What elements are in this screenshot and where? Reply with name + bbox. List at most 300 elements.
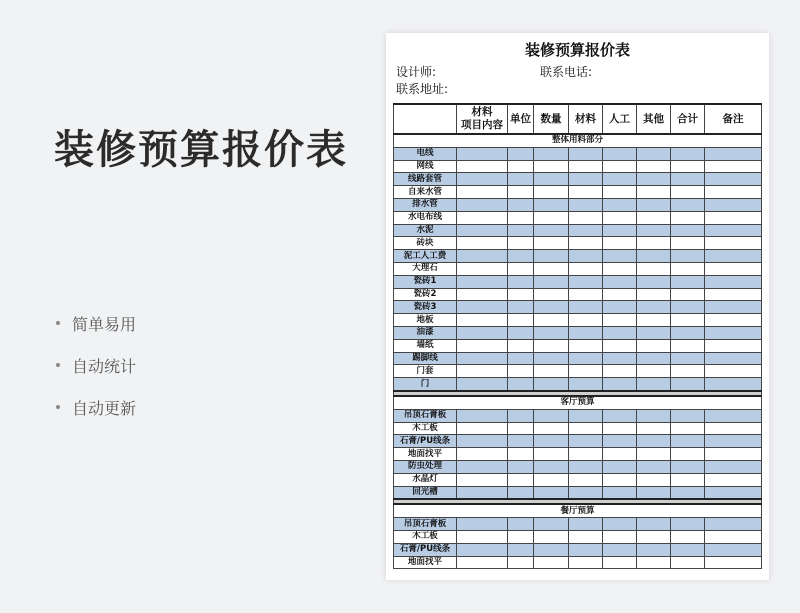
- table-cell[interactable]: [534, 160, 569, 173]
- table-cell[interactable]: [603, 518, 637, 531]
- table-cell[interactable]: [637, 314, 671, 327]
- table-cell[interactable]: [637, 301, 671, 314]
- table-cell[interactable]: [569, 326, 603, 339]
- table-cell[interactable]: [637, 262, 671, 275]
- table-cell[interactable]: [569, 211, 603, 224]
- table-cell[interactable]: [569, 224, 603, 237]
- table-cell[interactable]: [637, 530, 671, 543]
- row-item-name[interactable]: 地面找平: [394, 448, 457, 461]
- table-cell[interactable]: [705, 160, 762, 173]
- table-cell[interactable]: [508, 448, 534, 461]
- table-cell[interactable]: [569, 301, 603, 314]
- table-cell[interactable]: [534, 211, 569, 224]
- table-cell[interactable]: [603, 530, 637, 543]
- table-cell[interactable]: [508, 473, 534, 486]
- table-cell[interactable]: [508, 352, 534, 365]
- table-cell[interactable]: [603, 352, 637, 365]
- table-cell[interactable]: [705, 543, 762, 556]
- table-cell[interactable]: [603, 237, 637, 250]
- table-cell[interactable]: [534, 237, 569, 250]
- table-cell[interactable]: [705, 556, 762, 569]
- section-title: 客厅预算: [394, 396, 762, 409]
- table-cell[interactable]: [569, 275, 603, 288]
- table-cell[interactable]: [457, 275, 508, 288]
- table-cell[interactable]: [671, 460, 705, 473]
- table-cell[interactable]: [637, 422, 671, 435]
- table-cell[interactable]: [457, 473, 508, 486]
- table-cell[interactable]: [457, 160, 508, 173]
- section-header-row: [394, 134, 762, 147]
- table-cell[interactable]: [457, 543, 508, 556]
- table-cell[interactable]: [637, 224, 671, 237]
- table-cell[interactable]: [603, 301, 637, 314]
- table-cell[interactable]: [705, 473, 762, 486]
- table-cell[interactable]: [705, 262, 762, 275]
- table-cell[interactable]: [508, 314, 534, 327]
- table-cell[interactable]: [569, 422, 603, 435]
- table-cell[interactable]: [671, 543, 705, 556]
- table-cell[interactable]: [671, 186, 705, 199]
- table-cell[interactable]: [508, 378, 534, 391]
- table-cell[interactable]: [705, 198, 762, 211]
- table-cell[interactable]: [637, 409, 671, 422]
- table-cell[interactable]: [534, 556, 569, 569]
- table-cell[interactable]: [637, 556, 671, 569]
- table-cell[interactable]: [603, 314, 637, 327]
- table-cell[interactable]: [671, 237, 705, 250]
- table-cell[interactable]: [569, 262, 603, 275]
- table-cell[interactable]: [705, 275, 762, 288]
- table-cell[interactable]: [637, 486, 671, 499]
- table-cell[interactable]: [457, 173, 508, 186]
- table-cell[interactable]: [671, 147, 705, 160]
- table-cell[interactable]: [508, 409, 534, 422]
- table-cell[interactable]: [637, 198, 671, 211]
- table-cell[interactable]: [637, 186, 671, 199]
- table-cell[interactable]: [569, 147, 603, 160]
- table-cell[interactable]: [603, 448, 637, 461]
- table-cell[interactable]: [671, 378, 705, 391]
- table-cell[interactable]: [508, 275, 534, 288]
- table-cell[interactable]: [637, 211, 671, 224]
- table-cell[interactable]: [637, 326, 671, 339]
- table-cell[interactable]: [671, 352, 705, 365]
- table-cell[interactable]: [637, 448, 671, 461]
- table-cell[interactable]: [671, 211, 705, 224]
- table-cell[interactable]: [705, 314, 762, 327]
- table-cell[interactable]: [569, 160, 603, 173]
- row-item-name[interactable]: 水泥: [394, 224, 457, 237]
- table-cell[interactable]: [508, 198, 534, 211]
- table-cell[interactable]: [569, 448, 603, 461]
- table-cell[interactable]: [508, 147, 534, 160]
- table-row: [394, 160, 762, 173]
- table-cell[interactable]: [569, 237, 603, 250]
- table-cell[interactable]: [637, 275, 671, 288]
- row-item-name[interactable]: 排水管: [394, 198, 457, 211]
- table-cell[interactable]: [637, 173, 671, 186]
- table-row: [394, 275, 762, 288]
- table-cell[interactable]: [705, 460, 762, 473]
- table-cell[interactable]: [637, 250, 671, 263]
- table-cell[interactable]: [705, 339, 762, 352]
- table-cell[interactable]: [457, 147, 508, 160]
- table-cell[interactable]: [671, 224, 705, 237]
- table-cell[interactable]: [603, 288, 637, 301]
- table-cell[interactable]: [457, 186, 508, 199]
- table-cell[interactable]: [671, 160, 705, 173]
- table-cell[interactable]: [603, 275, 637, 288]
- table-row: [394, 556, 762, 569]
- table-cell[interactable]: [603, 543, 637, 556]
- row-item-name[interactable]: 水晶灯: [394, 473, 457, 486]
- table-cell[interactable]: [457, 224, 508, 237]
- table-cell[interactable]: [457, 460, 508, 473]
- column-header: 数量: [534, 104, 569, 134]
- table-cell[interactable]: [637, 147, 671, 160]
- table-cell[interactable]: [457, 314, 508, 327]
- table-cell[interactable]: [671, 326, 705, 339]
- table-cell[interactable]: [637, 237, 671, 250]
- row-item-name[interactable]: 地板: [394, 314, 457, 327]
- table-cell[interactable]: [637, 518, 671, 531]
- row-item-name[interactable]: 防虫处理: [394, 460, 457, 473]
- row-item-name[interactable]: 门套: [394, 365, 457, 378]
- table-cell[interactable]: [603, 211, 637, 224]
- table-cell[interactable]: [534, 275, 569, 288]
- table-cell[interactable]: [705, 173, 762, 186]
- table-cell[interactable]: [534, 409, 569, 422]
- table-cell[interactable]: [603, 198, 637, 211]
- table-cell[interactable]: [534, 486, 569, 499]
- table-cell[interactable]: [671, 473, 705, 486]
- table-cell[interactable]: [508, 486, 534, 499]
- table-cell[interactable]: [603, 262, 637, 275]
- table-cell[interactable]: [508, 160, 534, 173]
- table-cell[interactable]: [534, 262, 569, 275]
- table-cell[interactable]: [671, 314, 705, 327]
- table-cell[interactable]: [569, 409, 603, 422]
- table-cell[interactable]: [534, 288, 569, 301]
- table-cell[interactable]: [508, 186, 534, 199]
- section-title: 整体用料部分: [394, 134, 762, 147]
- table-cell[interactable]: [569, 556, 603, 569]
- feature-label: 自动统计: [72, 356, 137, 376]
- table-cell[interactable]: [671, 435, 705, 448]
- table-cell[interactable]: [457, 339, 508, 352]
- table-cell[interactable]: [603, 147, 637, 160]
- table-cell[interactable]: [508, 460, 534, 473]
- row-item-name[interactable]: 油漆: [394, 326, 457, 339]
- table-cell[interactable]: [637, 352, 671, 365]
- table-cell[interactable]: [569, 435, 603, 448]
- row-item-name[interactable]: 瓷砖3: [394, 301, 457, 314]
- table-cell[interactable]: [457, 530, 508, 543]
- table-cell[interactable]: [671, 198, 705, 211]
- table-cell[interactable]: [637, 543, 671, 556]
- table-cell[interactable]: [569, 173, 603, 186]
- table-row: [394, 147, 762, 160]
- row-item-name[interactable]: 吊顶石膏板: [394, 409, 457, 422]
- table-cell[interactable]: [508, 288, 534, 301]
- table-cell[interactable]: [705, 288, 762, 301]
- table-cell[interactable]: [671, 448, 705, 461]
- table-cell[interactable]: [457, 301, 508, 314]
- table-cell[interactable]: [603, 378, 637, 391]
- row-item-name[interactable]: 网线: [394, 160, 457, 173]
- table-cell[interactable]: [705, 237, 762, 250]
- table-row: [394, 314, 762, 327]
- table-cell[interactable]: [603, 435, 637, 448]
- row-item-name[interactable]: 地面找平: [394, 556, 457, 569]
- table-cell[interactable]: [569, 518, 603, 531]
- row-item-name[interactable]: 瓷砖2: [394, 288, 457, 301]
- table-cell[interactable]: [705, 147, 762, 160]
- table-cell[interactable]: [705, 422, 762, 435]
- table-cell[interactable]: [508, 250, 534, 263]
- table-cell[interactable]: [457, 326, 508, 339]
- table-cell[interactable]: [569, 530, 603, 543]
- table-cell[interactable]: [671, 409, 705, 422]
- table-cell[interactable]: [603, 160, 637, 173]
- table-cell[interactable]: [534, 473, 569, 486]
- table-cell[interactable]: [508, 556, 534, 569]
- table-cell[interactable]: [569, 460, 603, 473]
- table-cell[interactable]: [569, 186, 603, 199]
- table-cell[interactable]: [637, 473, 671, 486]
- table-cell[interactable]: [569, 198, 603, 211]
- table-cell[interactable]: [457, 556, 508, 569]
- table-cell[interactable]: [457, 288, 508, 301]
- row-item-name[interactable]: 吊顶石膏板: [394, 518, 457, 531]
- table-cell[interactable]: [457, 365, 508, 378]
- table-cell[interactable]: [671, 530, 705, 543]
- table-cell[interactable]: [534, 326, 569, 339]
- column-header: 其他: [637, 104, 671, 134]
- table-row: [394, 301, 762, 314]
- table-row: [394, 250, 762, 263]
- table-cell[interactable]: [508, 326, 534, 339]
- table-cell[interactable]: [603, 486, 637, 499]
- row-item-name[interactable]: 泥工人工费: [394, 250, 457, 263]
- row-item-name[interactable]: 石膏/PU线条: [394, 435, 457, 448]
- table-cell[interactable]: [457, 262, 508, 275]
- table-cell[interactable]: [508, 422, 534, 435]
- row-item-name[interactable]: 自来水管: [394, 186, 457, 199]
- table-cell[interactable]: [534, 186, 569, 199]
- table-cell[interactable]: [705, 352, 762, 365]
- table-cell[interactable]: [671, 486, 705, 499]
- table-cell[interactable]: [705, 409, 762, 422]
- row-item-name[interactable]: 木工板: [394, 422, 457, 435]
- table-cell[interactable]: [603, 224, 637, 237]
- table-cell[interactable]: [534, 422, 569, 435]
- table-cell[interactable]: [534, 448, 569, 461]
- table-row: [394, 530, 762, 543]
- table-cell[interactable]: [534, 460, 569, 473]
- table-cell[interactable]: [671, 262, 705, 275]
- table-cell[interactable]: [534, 198, 569, 211]
- table-cell[interactable]: [534, 250, 569, 263]
- row-item-name[interactable]: 砖块: [394, 237, 457, 250]
- table-cell[interactable]: [637, 460, 671, 473]
- address-label: 联系地址:: [396, 82, 449, 96]
- table-cell[interactable]: [508, 237, 534, 250]
- table-cell[interactable]: [569, 339, 603, 352]
- table-cell[interactable]: [705, 211, 762, 224]
- table-cell[interactable]: [457, 211, 508, 224]
- row-item-name[interactable]: 大理石: [394, 262, 457, 275]
- column-header: 备注: [705, 104, 762, 134]
- table-cell[interactable]: [671, 250, 705, 263]
- row-item-name[interactable]: 墙纸: [394, 339, 457, 352]
- table-cell[interactable]: [705, 530, 762, 543]
- row-item-name[interactable]: 踢脚线: [394, 352, 457, 365]
- table-cell[interactable]: [508, 530, 534, 543]
- table-cell[interactable]: [569, 365, 603, 378]
- table-cell[interactable]: [534, 352, 569, 365]
- table-cell[interactable]: [637, 160, 671, 173]
- table-cell[interactable]: [534, 173, 569, 186]
- table-cell[interactable]: [603, 365, 637, 378]
- table-cell[interactable]: [569, 473, 603, 486]
- table-cell[interactable]: [508, 543, 534, 556]
- table-cell[interactable]: [705, 448, 762, 461]
- table-cell[interactable]: [603, 556, 637, 569]
- row-item-name[interactable]: 石膏/PU线条: [394, 543, 457, 556]
- table-cell[interactable]: [534, 518, 569, 531]
- table-cell[interactable]: [705, 224, 762, 237]
- table-cell[interactable]: [457, 378, 508, 391]
- table-cell[interactable]: [603, 473, 637, 486]
- table-cell[interactable]: [603, 460, 637, 473]
- table-cell[interactable]: [705, 301, 762, 314]
- table-cell[interactable]: [534, 224, 569, 237]
- table-cell[interactable]: [705, 250, 762, 263]
- table-cell[interactable]: [534, 530, 569, 543]
- table-cell[interactable]: [637, 365, 671, 378]
- table-cell[interactable]: [603, 186, 637, 199]
- table-cell[interactable]: [603, 422, 637, 435]
- table-cell[interactable]: [671, 301, 705, 314]
- table-cell[interactable]: [569, 288, 603, 301]
- table-cell[interactable]: [534, 339, 569, 352]
- table-row: [394, 326, 762, 339]
- row-item-name[interactable]: 电线: [394, 147, 457, 160]
- table-row: [394, 422, 762, 435]
- row-item-name[interactable]: 瓷砖1: [394, 275, 457, 288]
- table-cell[interactable]: [508, 365, 534, 378]
- spreadsheet-preview: [386, 33, 769, 580]
- column-header: 单位: [508, 104, 534, 134]
- table-cell[interactable]: [508, 301, 534, 314]
- table-cell[interactable]: [637, 339, 671, 352]
- table-cell[interactable]: [569, 486, 603, 499]
- table-cell[interactable]: [569, 352, 603, 365]
- table-cell[interactable]: [534, 147, 569, 160]
- table-cell[interactable]: [534, 314, 569, 327]
- feature-label: 自动更新: [72, 398, 137, 418]
- table-cell[interactable]: [637, 288, 671, 301]
- table-cell[interactable]: [457, 435, 508, 448]
- table-cell[interactable]: [705, 518, 762, 531]
- table-cell[interactable]: [569, 250, 603, 263]
- table-cell[interactable]: [457, 198, 508, 211]
- table-row: [394, 378, 762, 391]
- table-cell[interactable]: [534, 301, 569, 314]
- table-cell[interactable]: [457, 237, 508, 250]
- table-cell[interactable]: [603, 250, 637, 263]
- table-cell[interactable]: [705, 486, 762, 499]
- table-cell[interactable]: [508, 224, 534, 237]
- table-cell[interactable]: [508, 173, 534, 186]
- table-row: [394, 186, 762, 199]
- feature-item: [56, 396, 136, 418]
- table-cell[interactable]: [671, 173, 705, 186]
- table-cell[interactable]: [671, 365, 705, 378]
- table-cell[interactable]: [671, 422, 705, 435]
- table-cell[interactable]: [569, 378, 603, 391]
- table-cell[interactable]: [705, 365, 762, 378]
- table-cell[interactable]: [508, 518, 534, 531]
- table-cell[interactable]: [671, 288, 705, 301]
- table-cell[interactable]: [671, 518, 705, 531]
- section-title: 餐厅预算: [394, 504, 762, 517]
- table-cell[interactable]: [508, 339, 534, 352]
- table-row: [394, 211, 762, 224]
- table-cell[interactable]: [603, 173, 637, 186]
- table-cell[interactable]: [508, 435, 534, 448]
- table-cell[interactable]: [534, 378, 569, 391]
- row-item-name[interactable]: 线路套管: [394, 173, 457, 186]
- table-cell[interactable]: [603, 409, 637, 422]
- table-cell[interactable]: [508, 211, 534, 224]
- table-row: [394, 409, 762, 422]
- table-cell[interactable]: [671, 275, 705, 288]
- table-cell[interactable]: [534, 365, 569, 378]
- table-cell[interactable]: [534, 543, 569, 556]
- table-cell[interactable]: [637, 378, 671, 391]
- row-item-name[interactable]: 木工板: [394, 530, 457, 543]
- table-cell[interactable]: [457, 409, 508, 422]
- table-cell[interactable]: [457, 486, 508, 499]
- table-cell[interactable]: [603, 326, 637, 339]
- table-cell[interactable]: [457, 250, 508, 263]
- table-cell[interactable]: [457, 352, 508, 365]
- section-header-row: [394, 504, 762, 517]
- table-cell[interactable]: [637, 435, 671, 448]
- table-cell[interactable]: [457, 518, 508, 531]
- budget-table: [393, 103, 762, 569]
- row-item-name[interactable]: 水电布线: [394, 211, 457, 224]
- table-cell[interactable]: [569, 543, 603, 556]
- table-cell[interactable]: [671, 339, 705, 352]
- table-cell[interactable]: [705, 435, 762, 448]
- table-cell[interactable]: [457, 422, 508, 435]
- header-blank-cell: [394, 104, 457, 134]
- table-cell[interactable]: [603, 339, 637, 352]
- table-cell[interactable]: [457, 448, 508, 461]
- table-cell[interactable]: [671, 556, 705, 569]
- table-cell[interactable]: [508, 262, 534, 275]
- row-item-name[interactable]: 门: [394, 378, 457, 391]
- table-cell[interactable]: [705, 378, 762, 391]
- table-cell[interactable]: [705, 326, 762, 339]
- table-cell[interactable]: [705, 186, 762, 199]
- table-cell[interactable]: [534, 435, 569, 448]
- table-cell[interactable]: [569, 314, 603, 327]
- row-item-name[interactable]: 回光槽: [394, 486, 457, 499]
